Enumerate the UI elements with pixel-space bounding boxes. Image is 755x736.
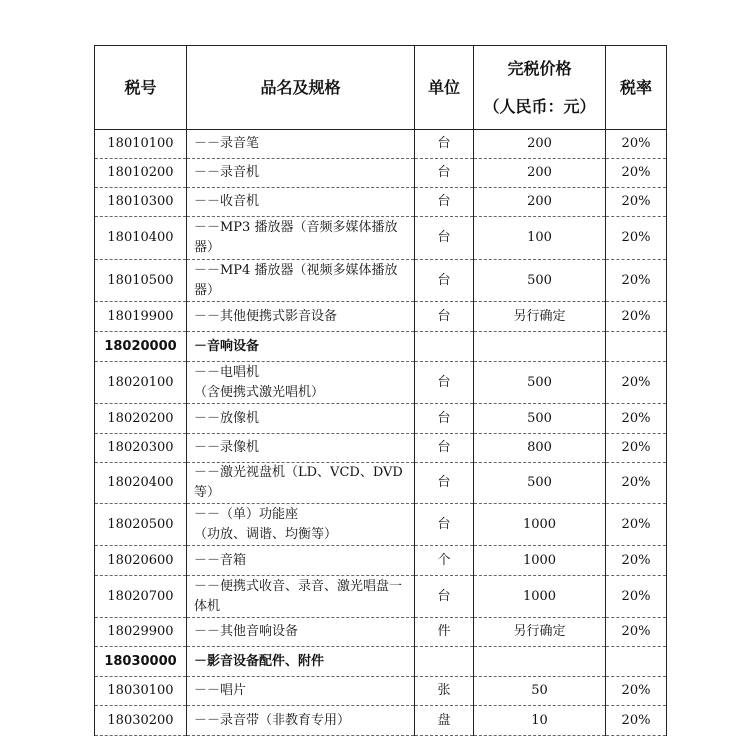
name-text: －－电唱机	[194, 364, 260, 380]
table-row	[95, 217, 667, 260]
section-row	[95, 647, 667, 677]
table-row	[95, 404, 667, 434]
code-cell: 18019900	[95, 302, 187, 332]
unit-cell: 台	[415, 260, 474, 302]
code-cell: 18020300	[95, 434, 187, 463]
rate-cell: 20%	[606, 302, 667, 332]
unit-cell: 台	[415, 504, 474, 546]
price-cell: 200	[474, 188, 606, 217]
price-cell: 500	[474, 463, 606, 504]
header-unit: 单位	[415, 46, 474, 130]
header-code: 税号	[95, 46, 187, 130]
name-text: －－MP4 播放器（视频多媒体播放器）	[194, 262, 398, 298]
table-row	[95, 159, 667, 188]
name-text: －－音箱	[194, 552, 247, 568]
name-cell	[187, 404, 415, 434]
code-cell: 18020400	[95, 463, 187, 504]
name-cell	[187, 647, 415, 677]
table-row	[95, 618, 667, 647]
table-row	[95, 188, 667, 217]
unit-cell: 盘	[415, 706, 474, 736]
rate-cell: 20%	[606, 463, 667, 504]
code-cell: 18030000	[95, 647, 187, 677]
header-price-line2: （人民币：元）	[483, 96, 596, 116]
table-body	[95, 130, 667, 736]
price-cell: 1000	[474, 576, 606, 618]
name-cell	[187, 302, 415, 332]
table-row	[95, 130, 667, 159]
price-cell: 800	[474, 434, 606, 463]
price-cell: 50	[474, 677, 606, 706]
name-cell	[187, 130, 415, 159]
name-text-line2: （含便携式激光唱机）	[194, 384, 325, 400]
price-cell: 1000	[474, 546, 606, 576]
rate-cell: 20%	[606, 546, 667, 576]
table-row	[95, 463, 667, 504]
price-cell: 500	[474, 260, 606, 302]
name-text: －－录音机	[194, 165, 260, 180]
name-cell	[187, 434, 415, 463]
name-text: －－MP3 播放器（音频多媒体播放器）	[194, 220, 398, 255]
name-text: －－激光视盘机（LD、VCD、DVD 等）	[194, 465, 403, 500]
name-cell	[187, 618, 415, 647]
table-row	[95, 504, 667, 546]
rate-cell: 20%	[606, 362, 667, 404]
price-cell: 200	[474, 130, 606, 159]
rate-cell: 20%	[606, 677, 667, 706]
price-cell: 另行确定	[474, 302, 606, 332]
code-cell: 18020100	[95, 362, 187, 404]
unit-cell: 件	[415, 618, 474, 647]
rate-cell: 20%	[606, 159, 667, 188]
name-cell	[187, 260, 415, 302]
unit-cell: 台	[415, 362, 474, 404]
rate-cell: 20%	[606, 217, 667, 260]
name-cell	[187, 504, 415, 546]
name-text: －影音设备配件、附件	[194, 653, 325, 669]
price-cell	[474, 647, 606, 677]
rate-cell: 20%	[606, 404, 667, 434]
price-cell	[474, 332, 606, 362]
unit-cell	[415, 647, 474, 677]
rate-cell: 20%	[606, 434, 667, 463]
name-text: －－唱片	[194, 683, 247, 698]
name-text: －－放像机	[194, 410, 260, 426]
price-cell: 200	[474, 159, 606, 188]
name-cell	[187, 217, 415, 260]
price-cell: 500	[474, 362, 606, 404]
name-text: －－录音笔	[194, 136, 260, 151]
unit-cell: 台	[415, 130, 474, 159]
header-name: 品名及规格	[187, 46, 415, 130]
table-row	[95, 302, 667, 332]
name-cell	[187, 362, 415, 404]
rate-cell: 20%	[606, 618, 667, 647]
rate-cell: 20%	[606, 130, 667, 159]
code-cell: 18020200	[95, 404, 187, 434]
code-cell: 18020700	[95, 576, 187, 618]
rate-cell	[606, 647, 667, 677]
name-cell	[187, 463, 415, 504]
code-cell: 18010300	[95, 188, 187, 217]
unit-cell: 台	[415, 576, 474, 618]
rate-cell	[606, 332, 667, 362]
code-cell: 18010500	[95, 260, 187, 302]
name-text: －－录音带（非教育专用）	[194, 712, 351, 728]
price-cell: 10	[474, 706, 606, 736]
price-cell: 500	[474, 404, 606, 434]
rate-cell: 20%	[606, 576, 667, 618]
name-text: －－录像机	[194, 440, 260, 455]
unit-cell: 张	[415, 677, 474, 706]
name-text: －－其他音响设备	[194, 624, 299, 639]
code-cell: 18030100	[95, 677, 187, 706]
unit-cell: 台	[415, 404, 474, 434]
table-header	[95, 46, 667, 130]
code-cell: 18030200	[95, 706, 187, 736]
header-price	[474, 46, 606, 130]
price-cell: 100	[474, 217, 606, 260]
table-row	[95, 546, 667, 576]
header-price-line1: 完税价格	[507, 58, 572, 78]
table-row	[95, 362, 667, 404]
name-text-line2: （功放、调谐、均衡等）	[194, 526, 338, 542]
table-row	[95, 706, 667, 736]
name-text: －音响设备	[194, 338, 260, 354]
unit-cell: 台	[415, 463, 474, 504]
name-cell	[187, 188, 415, 217]
unit-cell: 台	[415, 302, 474, 332]
code-cell: 18010400	[95, 217, 187, 260]
header-rate: 税率	[606, 46, 667, 130]
name-text: －－便携式收音、录音、激光唱盘一体机	[194, 578, 403, 614]
unit-cell: 台	[415, 217, 474, 260]
rate-cell: 20%	[606, 188, 667, 217]
rate-cell: 20%	[606, 706, 667, 736]
name-text: －－（单）功能座	[194, 506, 299, 522]
name-text: －－收音机	[194, 194, 260, 209]
code-cell: 18020600	[95, 546, 187, 576]
section-row	[95, 332, 667, 362]
unit-cell: 台	[415, 188, 474, 217]
code-cell: 18020000	[95, 332, 187, 362]
table-row	[95, 434, 667, 463]
name-cell	[187, 546, 415, 576]
table-row	[95, 677, 667, 706]
tariff-table	[94, 45, 667, 736]
name-cell	[187, 576, 415, 618]
unit-cell: 个	[415, 546, 474, 576]
rate-cell: 20%	[606, 504, 667, 546]
table-row	[95, 576, 667, 618]
name-cell	[187, 332, 415, 362]
rate-cell: 20%	[606, 260, 667, 302]
name-text: －－其他便携式影音设备	[194, 308, 338, 324]
code-cell: 18010200	[95, 159, 187, 188]
unit-cell: 台	[415, 159, 474, 188]
code-cell: 18020500	[95, 504, 187, 546]
code-cell: 18010100	[95, 130, 187, 159]
table-row	[95, 260, 667, 302]
code-cell: 18029900	[95, 618, 187, 647]
unit-cell: 台	[415, 434, 474, 463]
price-cell: 另行确定	[474, 618, 606, 647]
name-cell	[187, 159, 415, 188]
name-cell	[187, 706, 415, 736]
name-cell	[187, 677, 415, 706]
price-cell: 1000	[474, 504, 606, 546]
unit-cell	[415, 332, 474, 362]
